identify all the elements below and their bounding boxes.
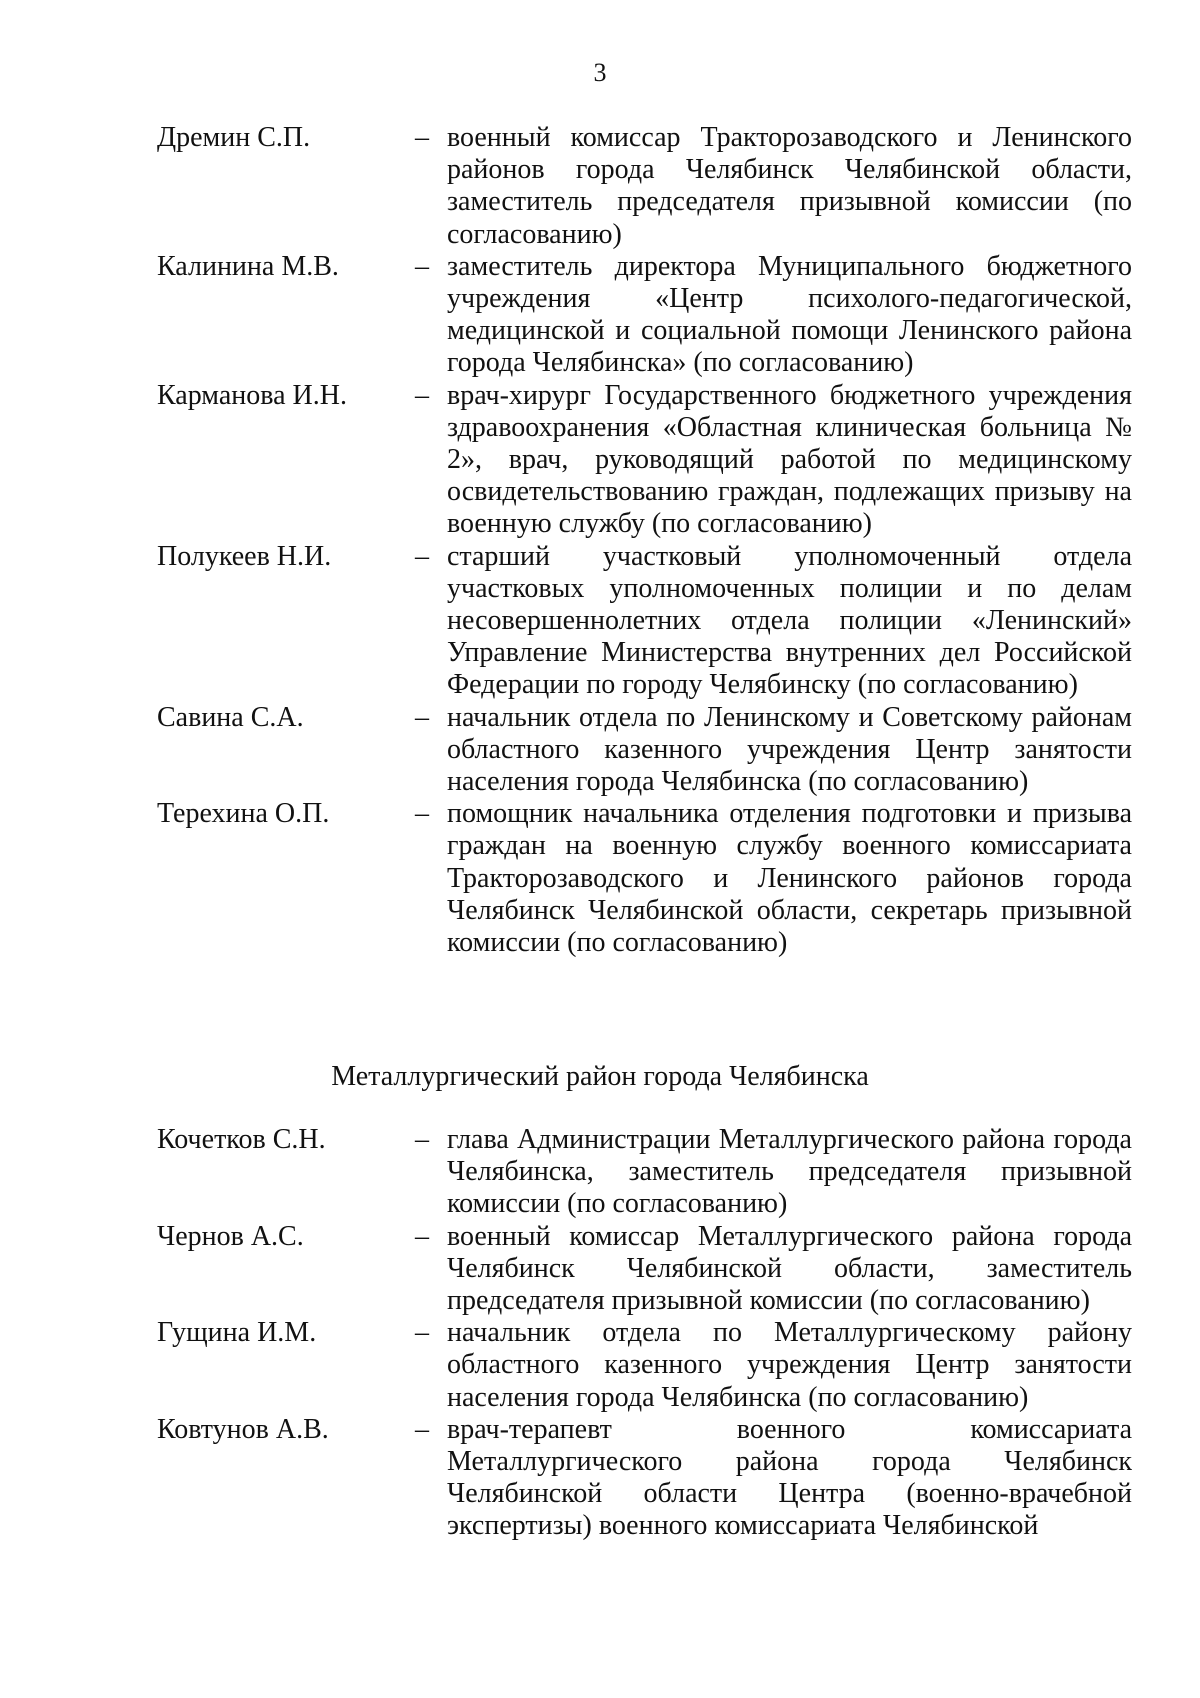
dash: – bbox=[415, 1220, 429, 1252]
dash: – bbox=[415, 1413, 429, 1445]
member-entry bbox=[157, 1317, 1132, 1414]
member-entry bbox=[157, 1414, 1132, 1543]
dash: – bbox=[415, 1124, 429, 1155]
member-entry bbox=[157, 702, 1132, 799]
dash: – bbox=[415, 701, 429, 733]
member-entry bbox=[157, 798, 1132, 959]
member-description: начальник отдела по Ленинскому и Советскому районам областного казенного учреждения Центр занятости населения города Челябинска (по согласованию) bbox=[447, 701, 1132, 798]
members-list-metallurgichesky bbox=[157, 1124, 1132, 1543]
dash: – bbox=[415, 122, 429, 153]
member-name: Савина С.А. bbox=[157, 701, 304, 733]
member-description: заместитель директора Муниципального бюджетного учреждения «Центр психолого-педагогической, медицинской и социальной помощи Ленинского района города Челябинска» (по согласованию) bbox=[447, 250, 1132, 379]
page-number: 3 bbox=[593, 58, 607, 87]
member-entry bbox=[157, 380, 1132, 541]
member-entry bbox=[157, 251, 1132, 380]
member-name: Чернов А.С. bbox=[157, 1220, 304, 1252]
member-entry bbox=[157, 1124, 1132, 1221]
member-description: врач-хирург Государственного бюджетного учреждения здравоохранения «Областная клиническая больница № 2», врач, руководящий работой по медицинскому освидетельствованию граждан, подлежащих призыву на военную службу (по согласованию) bbox=[447, 379, 1132, 540]
member-name: Гущина И.М. bbox=[157, 1317, 317, 1349]
dash: – bbox=[415, 250, 429, 282]
member-description: начальник отдела по Металлургическому району областного казенного учреждения Центр занятости населения города Челябинска (по согласованию) bbox=[447, 1317, 1132, 1413]
section-heading: Металлургический район города Челябинска bbox=[331, 1061, 869, 1092]
member-name: Карманова И.Н. bbox=[157, 379, 347, 411]
member-description: старший участковый уполномоченный отдела участковых уполномоченных полиции и по делам несовершеннолетних отдела полиции «Ленинский» Управление Министерства внутренних дел Российской Федерации по городу Челябинску (по согласованию) bbox=[447, 540, 1132, 701]
member-name: Дремин С.П. bbox=[157, 122, 311, 153]
dash: – bbox=[415, 798, 429, 830]
member-name: Калинина М.В. bbox=[157, 250, 339, 282]
member-name: Терехина О.П. bbox=[157, 798, 330, 830]
member-name: Полукеев Н.И. bbox=[157, 540, 332, 572]
member-entry bbox=[157, 1221, 1132, 1318]
member-description: военный комиссар Тракторозаводского и Ленинского районов города Челябинск Челябинской области, заместитель председателя призывной комиссии (по согласованию) bbox=[447, 122, 1132, 250]
member-entry bbox=[157, 541, 1132, 702]
member-description: помощник начальника отделения подготовки и призыва граждан на военную службу военного комиссариата Тракторозаводского и Ленинского районов города Челябинск Челябинской области, секретарь призывной комиссии (по согласованию) bbox=[447, 798, 1132, 959]
dash: – bbox=[415, 1317, 429, 1349]
member-name: Ковтунов А.В. bbox=[157, 1413, 329, 1445]
member-entry bbox=[157, 122, 1132, 251]
member-description: врач-терапевт военного комиссариата Металлургического района города Челябинск Челябинской области Центра (военно-врачебной экспертизы) военного комиссариата Челябинской bbox=[447, 1413, 1132, 1542]
members-list-leninsky bbox=[157, 122, 1132, 959]
member-description: глава Администрации Металлургического района города Челябинска, заместитель председателя призывной комиссии (по согласованию) bbox=[447, 1124, 1132, 1220]
member-name: Кочетков С.Н. bbox=[157, 1124, 326, 1155]
dash: – bbox=[415, 540, 429, 572]
dash: – bbox=[415, 379, 429, 411]
member-description: военный комиссар Металлургического района города Челябинск Челябинской области, заместитель председателя призывной комиссии (по согласованию) bbox=[447, 1220, 1132, 1317]
